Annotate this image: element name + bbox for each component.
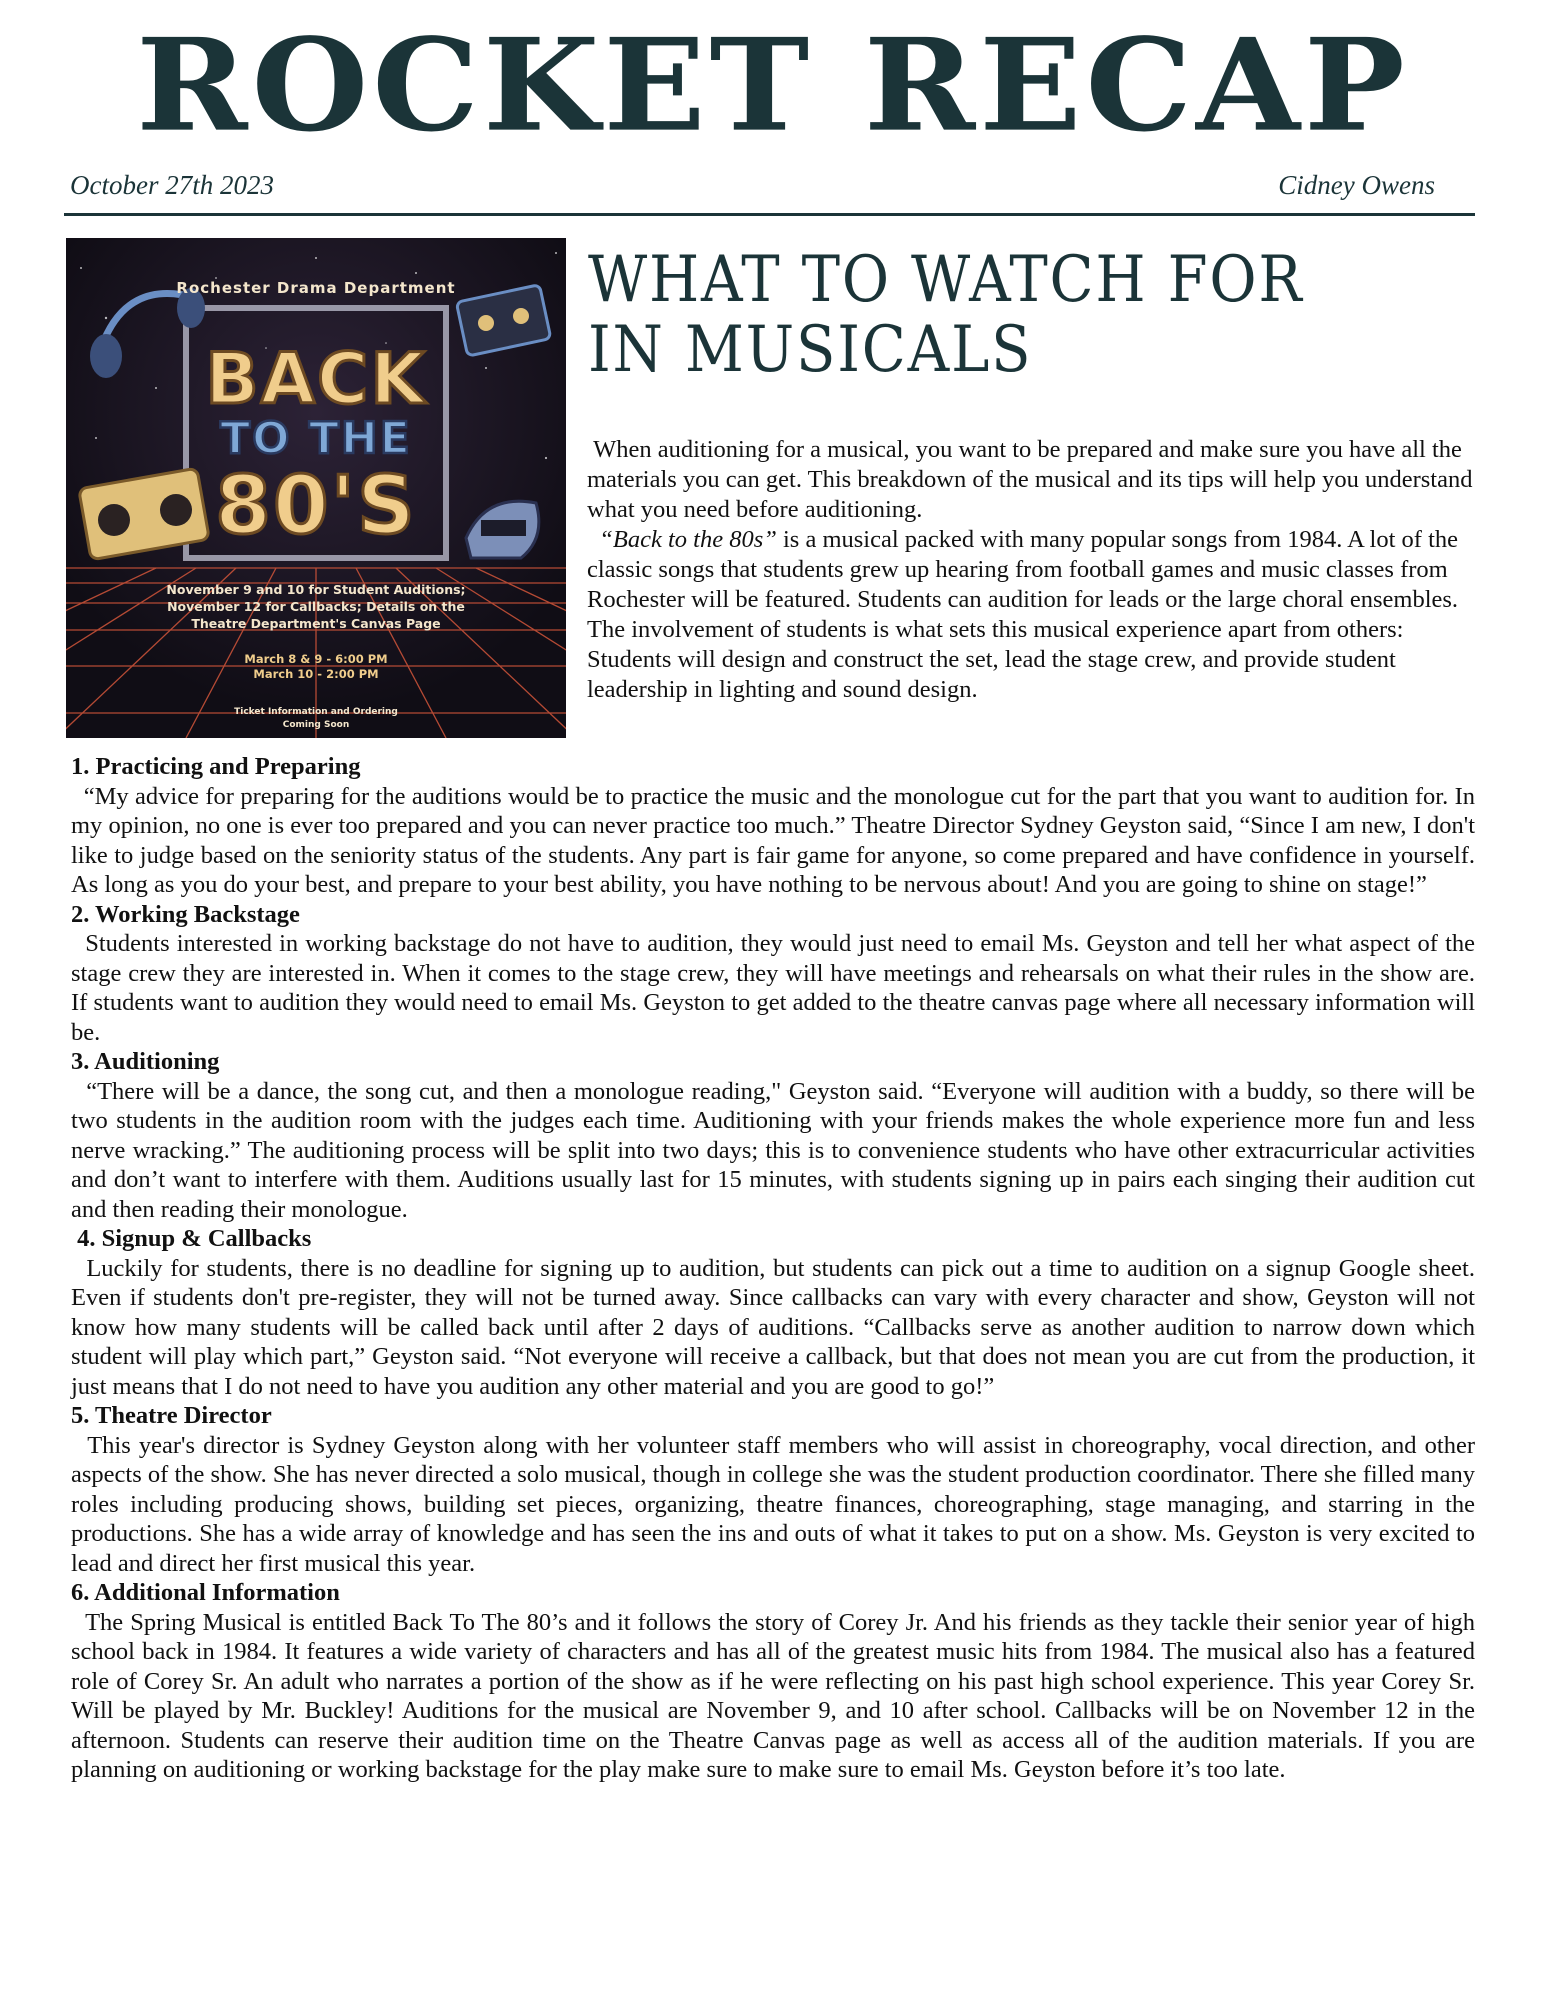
section-heading-2: 2. Working Backstage <box>71 900 300 928</box>
section-heading-6: 6. Additional Information <box>71 1579 340 1606</box>
poster-auditions-line1: November 9 and 10 for Student Auditions; <box>166 582 466 597</box>
poster-auditions-line2: November 12 for Callbacks; Details on the <box>167 599 465 614</box>
masthead-divider <box>64 213 1475 216</box>
section-body-4: Luckily for students, there is no deadline for signing up to audition, but students can pick out a time to audition on a signup Google sheet. Even if students don't pre-register, they will not be turned away. Since callbacks can vary with every character and show, Geyston will not know how many students will be called back until after 2 days of auditions. “Callbacks serve as another audition to narrow down which student will play which part,” Geyston said. “Not everyone will receive a callback, but that does not mean you are cut from the production, it just means that I do not need to have you audition any other material and you are good to go!” <box>71 1254 1475 1400</box>
section-body-6: The Spring Musical is entitled Back To The 80’s and it follows the story of Corey Jr. And his friends as they tackle their senior year of high school back in 1984. It features a wide variety of characters and has all of the greatest music hits from 1984. The musical also has a featured role of Corey Sr. An adult who narrates a portion of the show as if he were reflecting on his past high school experience. This year Corey Sr. Will be played by Mr. Buckley! Auditions for the musical are November 9, and 10 after school. Callbacks will be on November 12 in the afternoon. Students can reserve their audition time on the Theatre Canvas page as well as access all of the audition materials. If you are planning on auditioning or working backstage for the play make sure to make sure to email Ms. Geyston before it’s too late. <box>71 1608 1475 1783</box>
section-body-1: “My advice for preparing for the auditions would be to practice the music and the monologue cut for the part that you want to audition for. In my opinion, no one is ever too prepared and you can never practice too much.” Theatre Director Sydney Geyston said, “Since I am new, I don't like to judge based on the seniority status of the students. Any part is fair game for anyone, so come prepared and have confidence in yourself. As long as you do your best, and prepare to your best ability, you have nothing to be nervous about! And you are going to shine on stage!” <box>71 782 1475 898</box>
article-body <box>71 752 1475 1785</box>
publication-date: October 27th 2023 <box>70 170 274 200</box>
article-headline: WHAT TO WATCH FOR IN MUSICALS <box>588 243 1304 387</box>
section-body-3: “There will be a dance, the song cut, and then a monologue reading," Geyston said. “Everyone will audition with a buddy, so there will be two students in the audition room with the judges each time. Auditioning with your friends makes the whole experience more fun and less nerve wracking.” The auditioning process will be split into two days; this is to convenience students who have other extracurricular activities and don’t want to interfere with them. Auditions usually last for 15 minutes, with students signing up in pairs each singing their audition cut and then reading their monologue. <box>71 1077 1476 1223</box>
intro-paragraph-1: When auditioning for a musical, you want to be prepared and make sure you have all the materials you can get. This breakdown of the musical and its tips will help you understand what you need before auditioning. <box>587 436 1473 523</box>
poster-tickets-line1: Ticket Information and Ordering <box>234 707 398 717</box>
article-intro <box>587 435 1477 705</box>
poster-title-to-the: TO THE <box>220 413 412 464</box>
poster-tickets-line2: Coming Soon <box>282 720 350 730</box>
masthead-title: ROCKET RECAP <box>136 9 1409 161</box>
section-heading-4: 4. Signup & Callbacks <box>77 1225 312 1252</box>
poster-auditions-line3: Theatre Department's Canvas Page <box>191 616 441 631</box>
section-heading-1: 1. Practicing and Preparing <box>71 753 361 780</box>
section-heading-3: 3. Auditioning <box>71 1048 220 1075</box>
poster-show-line2: March 10 - 2:00 PM <box>253 667 379 681</box>
section-body-2: Students interested in working backstage do not have to audition, they would just need to email Ms. Geyston and tell her what aspect of the stage crew they are interested in. When it comes to the stage crew, they will have meetings and rehearsals on what their rules in the show are. If students want to audition they would need to email Ms. Geyston to get added to the theatre canvas page where all necessary information will be. <box>71 930 1476 1046</box>
section-body-5: This year's director is Sydney Geyston along with her volunteer staff members who will assist in choreography, vocal direction, and other aspects of the show. She has never directed a solo musical, though in college she was the student production coordinator. There she filled many roles including producing shows, building set pieces, organizing, theatre finances, choreographing, stage managing, and starring in the productions. She has a wide array of knowledge and has seen the ins and outs of what it takes to put on a show. Ms. Geyston is very excited to lead and direct her first musical this year. <box>71 1431 1476 1577</box>
section-heading-5: 5. Theatre Director <box>71 1402 272 1429</box>
poster-title-80s: 80'S <box>215 459 417 552</box>
poster-department: Rochester Drama Department <box>176 279 456 297</box>
musical-title: “Back to the 80s” <box>599 526 777 553</box>
author-byline: Cidney Owens <box>1278 170 1435 200</box>
poster-show-line1: March 8 & 9 - 6:00 PM <box>244 652 388 666</box>
intro-paragraph-2: “Back to the 80s” is a musical packed with many popular songs from 1984. A lot of the classic songs that students grew up hearing from football games and music classes from Rochester will be featured. Students can audition for leads or the large choral ensembles. The involvement of students is what sets this musical experience apart from others: Students will design and construct the set, lead the stage crew, and provide student leadership in lighting and sound design. <box>587 526 1459 703</box>
musical-poster <box>66 238 566 738</box>
poster-title-back: BACK <box>205 338 427 420</box>
